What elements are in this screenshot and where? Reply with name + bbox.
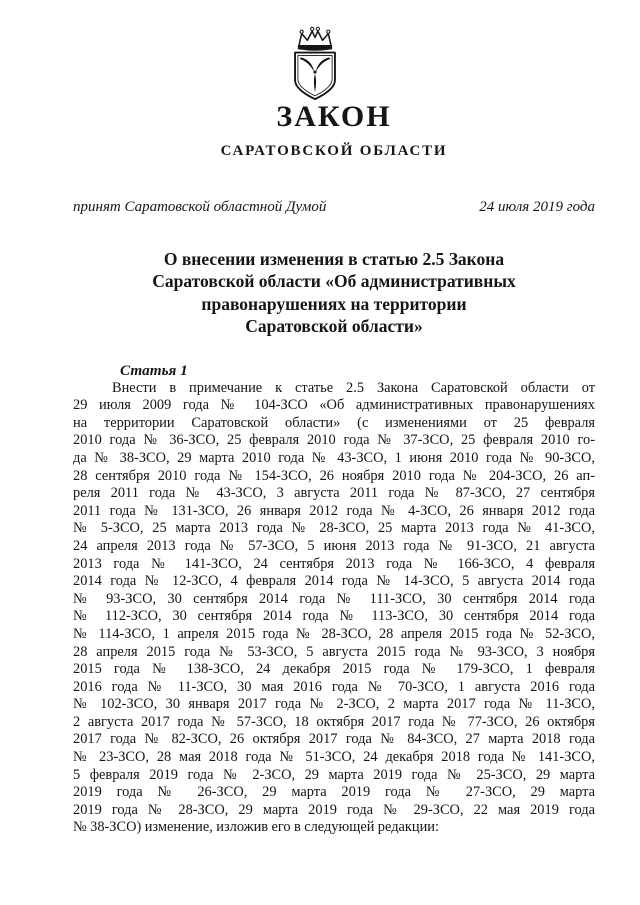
article-text-line: № 102-ЗСО, 30 января 2017 года № 2-ЗСО, 2 марта 2017 года № 11-ЗСО,	[73, 696, 595, 713]
article-text-line: № 5-ЗСО, 25 марта 2013 года № 28-ЗСО, 25 марта 2013 года № 41-ЗСО,	[73, 520, 595, 537]
article-text-line: 2019 года № 26-ЗСО, 29 марта 2019 года № 27-ЗСО, 29 марта	[73, 784, 595, 801]
article-text-line: 2019 года № 28-ЗСО, 29 марта 2019 года № 29-ЗСО, 22 мая 2019 года	[73, 801, 595, 818]
article-text-line: № 114-ЗСО, 1 апреля 2015 года № 28-ЗСО, 28 апреля 2015 года № 52-ЗСО,	[73, 625, 595, 642]
law-title-line: Саратовской области»	[245, 316, 423, 337]
law-title-line: О внесении изменения в статью 2.5 Закона	[163, 249, 505, 269]
article-paragraph	[73, 380, 595, 837]
article-text-line: 2017 года № 82-ЗСО, 26 октября 2017 года № 84-ЗСО, 27 марта 2018 года	[73, 731, 595, 748]
region-subtitle: САРАТОВСКОЙ ОБЛАСТИ	[220, 143, 448, 159]
article-text-line: № 38-ЗСО) изменение, изложив его в следующей редакции:	[73, 819, 440, 836]
article-text-line: 2 августа 2017 года № 57-ЗСО, 18 октября 2017 года № 77-ЗСО, 26 октября	[73, 713, 595, 730]
article-text-line: Внести в примечание к статье 2.5 Закона Саратовской области от	[112, 379, 595, 396]
article-text-line: 2013 года № 141-ЗСО, 24 сентября 2013 года № 166-ЗСО, 4 февраля	[73, 555, 595, 572]
law-title-line: Саратовской области «Об административных	[152, 271, 516, 292]
article-text-line: 2015 года № 138-ЗСО, 24 декабря 2015 года № 179-ЗСО, 1 февраля	[73, 661, 595, 678]
article-text-line: да № 38-ЗСО, 29 марта 2010 года № 43-ЗСО, 1 июня 2010 года № 90-ЗСО,	[73, 449, 595, 466]
article-text-line: 28 сентября 2010 года № 154-ЗСО, 26 ноября 2010 года № 204-ЗСО, 26 ап-	[73, 467, 595, 484]
article-text-line: 29 июля 2009 года № 104-ЗСО «Об административных правонарушениях	[73, 397, 595, 414]
article-text-line: на территории Саратовской области» (с изменениями от 25 февраля	[73, 414, 595, 431]
article-text-line: реля 2011 года № 43-ЗСО, 3 августа 2011 года № 87-ЗСО, 27 сентября	[73, 485, 595, 502]
article-text-line: 28 апреля 2015 года № 53-ЗСО, 5 августа 2015 года № 93-ЗСО, 3 ноября	[73, 643, 595, 660]
article-text-line: 2010 года № 36-ЗСО, 25 февраля 2010 года № 37-ЗСО, 25 февраля 2010 го-	[73, 432, 595, 449]
saratov-coat-of-arms-icon	[286, 26, 344, 102]
adoption-row	[73, 199, 595, 216]
article-text-line: 2014 года № 12-ЗСО, 4 февраля 2014 года № 14-ЗСО, 5 августа 2014 года	[73, 573, 595, 590]
law-title	[73, 248, 595, 338]
document-type-heading: ЗАКОН	[276, 100, 392, 133]
law-title-line: правонарушениях на территории	[201, 293, 467, 314]
article-text-line: 24 апреля 2013 года № 57-ЗСО, 5 июня 2013 года № 91-ЗСО, 21 августа	[73, 537, 595, 554]
article-1	[73, 362, 595, 837]
adopted-by-text: принят Саратовской областной Думой	[73, 199, 327, 215]
article-text-line: 2011 года № 131-ЗСО, 26 января 2012 года № 4-ЗСО, 26 января 2012 года	[73, 502, 595, 519]
article-text-line: № 112-ЗСО, 30 сентября 2014 года № 113-ЗСО, 30 сентября 2014 года	[73, 608, 595, 625]
article-text-line: № 23-ЗСО, 28 мая 2018 года № 51-ЗСО, 24 декабря 2018 года № 141-ЗСО,	[73, 749, 595, 766]
article-text-line: 5 февраля 2019 года № 2-ЗСО, 29 марта 2019 года № 25-ЗСО, 29 марта	[73, 766, 595, 783]
article-text-line: № 93-ЗСО, 30 сентября 2014 года № 111-ЗСО, 30 сентября 2014 года	[73, 590, 595, 607]
article-text-line: 2016 года № 11-ЗСО, 30 мая 2016 года № 70-ЗСО, 1 августа 2016 года	[73, 678, 595, 695]
article-heading: Статья 1	[120, 362, 188, 379]
adoption-date: 24 июля 2019 года	[479, 199, 595, 215]
